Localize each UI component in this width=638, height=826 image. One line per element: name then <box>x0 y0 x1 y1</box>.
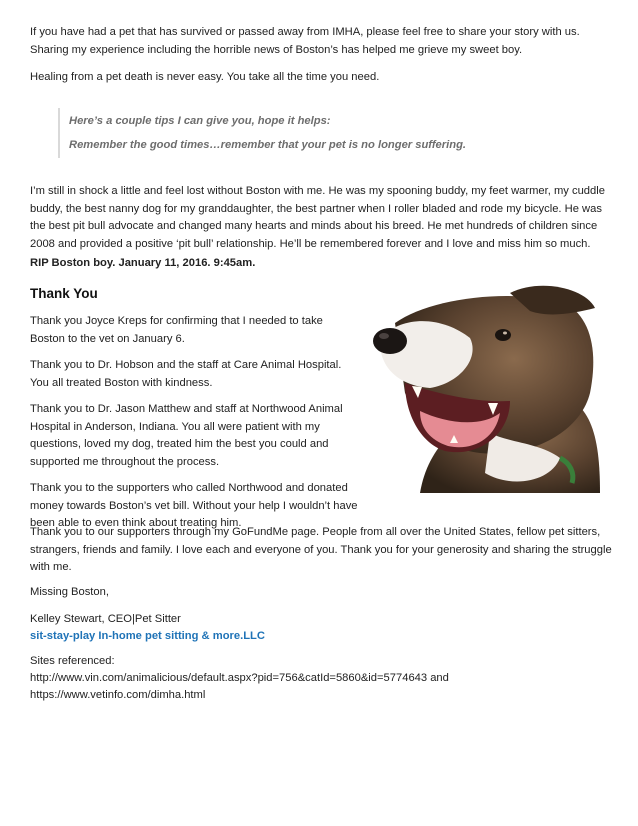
thank-you-item: Thank you to Dr. Hobson and the staff at Care Animal Hospital. You all treated Boston with kindness. <box>30 359 342 389</box>
thank-you-item: Thank you to Dr. Jason Matthew and staff at Northwood Animal Hospital in Anderson, Indiana. You all were patient with my questions, loved my dog, treated him the best you could and supported me throughout the process. <box>30 403 343 468</box>
thank-you-heading: Thank You <box>30 286 98 301</box>
tips-blockquote <box>58 108 590 158</box>
quote-line-1: Here’s a couple tips I can give you, hope it helps: <box>69 115 331 127</box>
sites-label: Sites referenced: <box>30 655 115 667</box>
story-paragraph: I’m still in shock a little and feel lost without Boston with me. He was my spooning buddy, my feet warmer, my cuddle buddy, the best nanny dog for my granddaughter, the best partner when I roller bladed and rode my bicycle. He was the best pit bull advocate and changed many hearts and minds about his breed. He met hundreds of children since 2008 and provided a positive ‘pit bull’ relationship. He’ll be remembered forever and I love and miss him so much. <box>30 185 605 250</box>
rip-line: RIP Boston boy. January 11, 2016. 9:45am. <box>30 257 256 269</box>
company-link[interactable]: sit-stay-play In-home pet sitting & more.LLC <box>30 630 265 642</box>
quote-line-2: Remember the good times…remember that your pet is no longer suffering. <box>69 139 467 151</box>
supporters-paragraph: Thank you to our supporters through my GoFundMe page. People from all over the United States, fellow pet sitters, strangers, friends and family. I love each and everyone of you. Thank you for your generosity and sharing the struggle with me. <box>30 526 612 573</box>
thank-you-item: Thank you to the supporters who called Northwood and donated money towards Boston’s vet bill. Without your help I wouldn’t have been able to even think about treating him. <box>30 482 358 529</box>
healing-paragraph: Healing from a pet death is never easy. You take all the time you need. <box>30 71 380 83</box>
thank-you-item: Thank you Joyce Kreps for confirming that I needed to take Boston to the vet on January 6. <box>30 315 323 345</box>
closing-line: Missing Boston, <box>30 586 109 598</box>
site-reference-link[interactable]: https://www.vetinfo.com/dimha.html <box>30 689 206 701</box>
dog-photo <box>360 283 600 493</box>
intro-paragraph: If you have had a pet that has survived or passed away from IMHA, please feel free to share your story with us. Sharing my experience including the horrible news of Boston’s has helped me grieve my sweet boy. <box>30 26 580 56</box>
signature-name: Kelley Stewart, CEO|Pet Sitter <box>30 613 181 625</box>
site-reference-link[interactable]: http://www.vin.com/animalicious/default.aspx?pid=756&catId=5860&id=5774643 and <box>30 672 449 684</box>
